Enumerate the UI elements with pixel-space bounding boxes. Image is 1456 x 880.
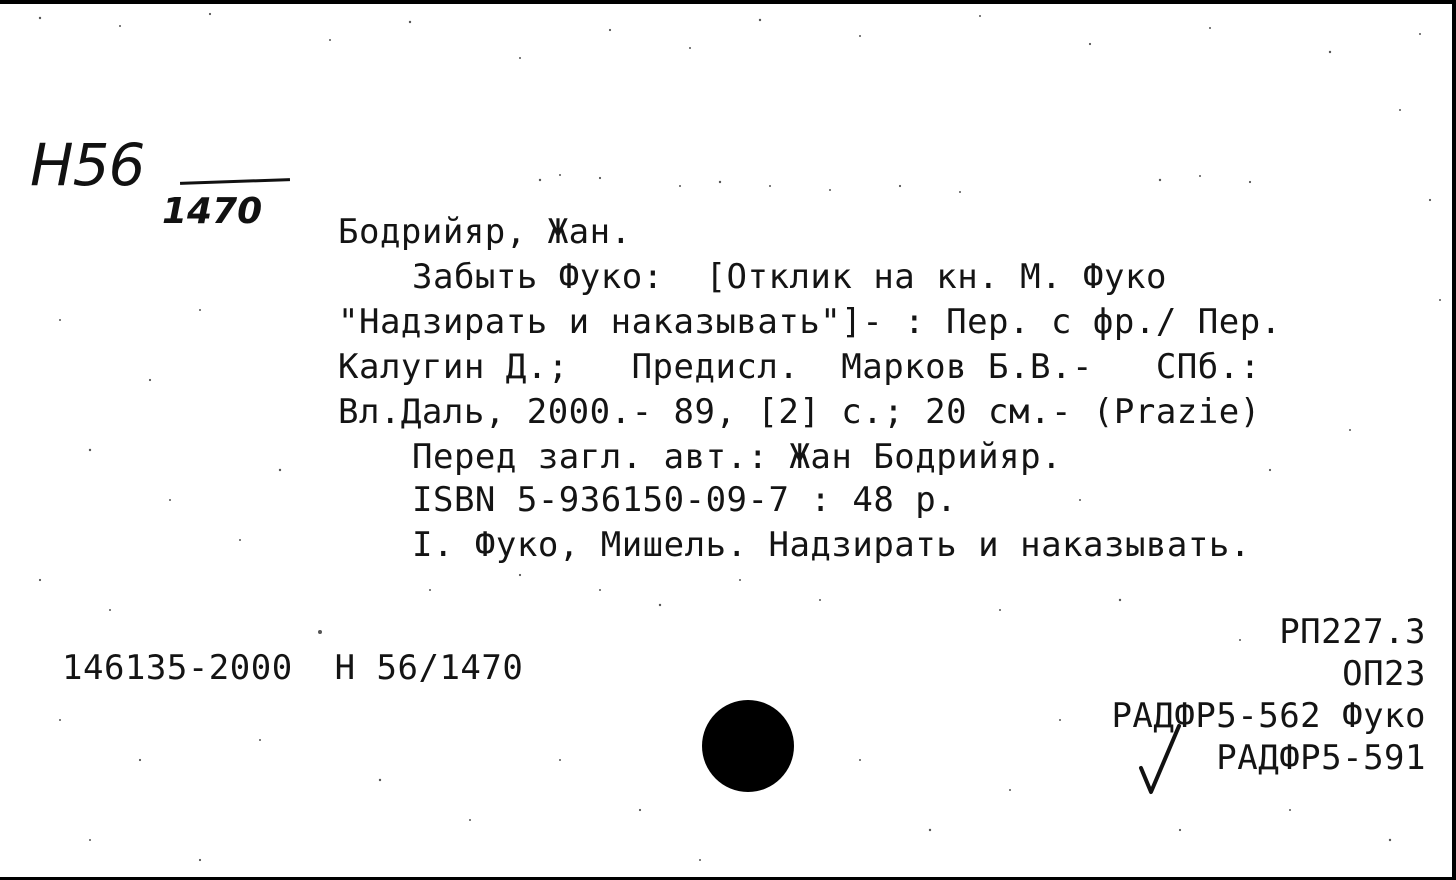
tracing: I. Фуко, Мишель. Надзирать и наказывать. (412, 525, 1251, 565)
inventory-number: 146135-2000 Н 56/1470 (62, 648, 524, 688)
description-line-1: Забыть Фуко: [Отклик на кн. М. Фуко (412, 257, 1167, 297)
classification-1: РП227.3 (1279, 612, 1426, 652)
handwritten-check-icon (1135, 722, 1185, 802)
isbn-price: ISBN 5-936150-09-7 : 48 р. (412, 480, 958, 520)
description-line-2: "Надзирать и наказывать"]- : Пер. с фр./ Пер. (338, 302, 1282, 342)
description-line-3: Калугин Д.; Предисл. Марков Б.В.- СПб.: (338, 347, 1261, 387)
classification-2: ОП23 (1342, 654, 1426, 694)
classification-3: РАДФР5-562 Фуко (1111, 696, 1426, 736)
shelf-mark-number: 1470 (162, 191, 263, 232)
shelf-mark-main: Н56 (30, 131, 145, 199)
note-author: Перед загл. авт.: Жан Бодрийяр. (412, 437, 1063, 477)
punch-hole-icon (702, 700, 794, 792)
classification-4: РАДФР5-591 (1216, 738, 1426, 778)
description-line-4: Вл.Даль, 2000.- 89, [2] с.; 20 см.- (Prazie) (338, 392, 1261, 432)
heading-author: Бодрийяр, Жан. (338, 212, 632, 252)
